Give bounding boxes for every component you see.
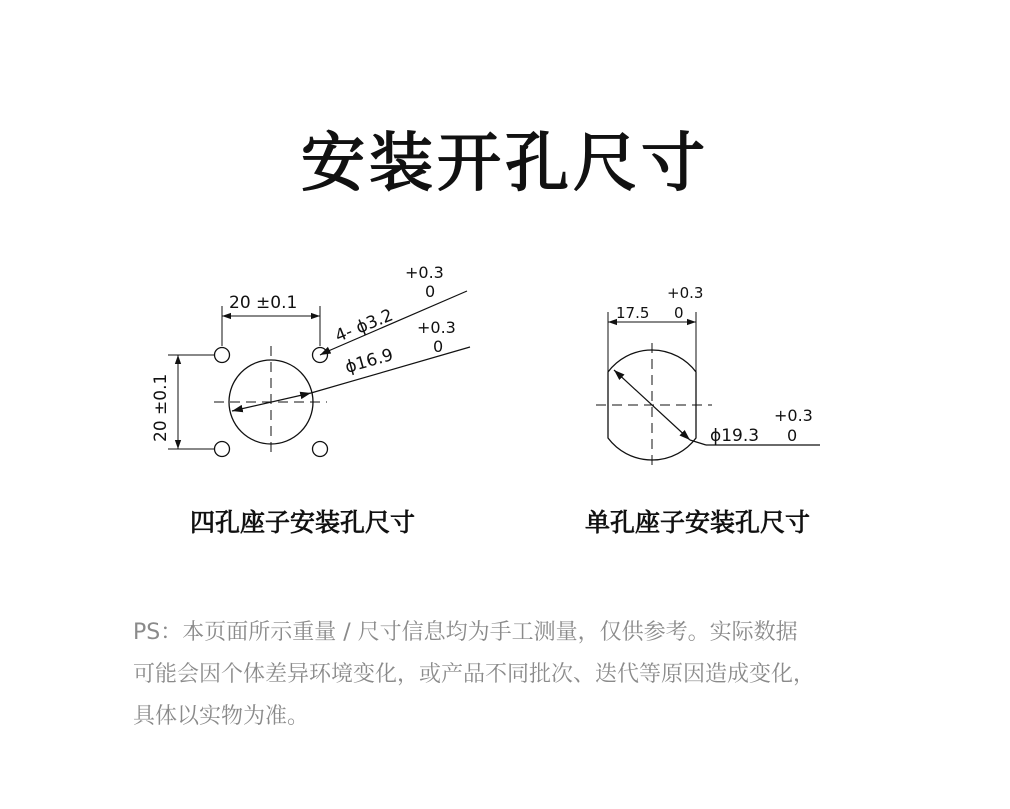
small-hole-callout xyxy=(332,305,396,346)
four-hole-caption: 四孔座子安装孔尺寸 xyxy=(190,508,416,537)
big-hole-tolerance-lower: 0 xyxy=(433,337,444,356)
hole-tolerance-upper: +0.3 xyxy=(774,406,813,425)
hole-tolerance-lower: 0 xyxy=(787,426,798,445)
single-hole-caption: 单孔座子安装孔尺寸 xyxy=(585,508,811,537)
corner-hole-top-left xyxy=(215,348,230,363)
small-hole-label: 4- ϕ3.2 xyxy=(332,305,397,347)
flat-tolerance-upper: +0.3 xyxy=(667,284,704,302)
horizontal-dimension-label: 20 ±0.1 xyxy=(229,293,298,313)
note-line-2: 可能会因个体差异环境变化，或产品不同批次、迭代等原因造成变化， xyxy=(133,662,816,687)
big-hole-label: ϕ16.9 xyxy=(342,345,396,378)
big-hole-tolerance-upper: +0.3 xyxy=(417,318,456,337)
corner-hole-bottom-right xyxy=(313,442,328,457)
flat-tolerance-lower: 0 xyxy=(674,304,684,322)
big-hole-callout xyxy=(343,345,396,378)
vertical-dimension-label: 20 ±0.1 xyxy=(151,373,171,442)
page-title: 安装开孔尺寸 xyxy=(301,127,709,201)
disclaimer-note xyxy=(133,612,893,738)
note-line-3: 具体以实物为准。 xyxy=(133,704,310,729)
note-line-1: PS：本页面所示重量 / 尺寸信息均为手工测量，仅供参考。实际数据 xyxy=(133,620,798,645)
small-hole-tolerance-upper: +0.3 xyxy=(405,263,444,282)
corner-hole-bottom-left xyxy=(215,442,230,457)
flat-dimension-label: 17.5 xyxy=(616,304,650,322)
four-hole-diagram xyxy=(168,291,470,458)
hole-diameter-label: ϕ19.3 xyxy=(710,426,760,446)
small-hole-tolerance-lower: 0 xyxy=(425,282,436,301)
